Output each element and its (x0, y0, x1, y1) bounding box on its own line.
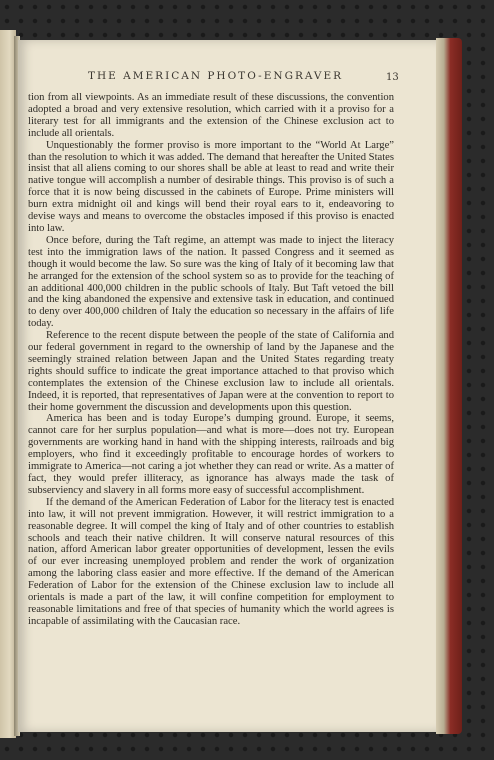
paragraph: If the demand of the American Federation of Labor for the literacy test is enacted into law, it will not prevent immigration. However, it will restrict immigration to a reasonable degree. It will compel the king of Italy and of other countries to establish schools and teach their native children. It will conserve natural resources of this nation, afford American labor greater opportunities of development, lessen the evils of our ever increasing unemployed problem and render the work of organization among the laboring class easier and more effective. If the demand of the American Federation of Labor for the extension of the Chinese exclusion law to include all orientals is made a part of the law, it will confine competition for employment to reasonable limitations and free of that species of humanity which the world agrees is incapable of assimilating with the Caucasian race. (28, 496, 394, 627)
running-head: THE AMERICAN PHOTO-ENGRAVER (88, 70, 344, 82)
paragraph: America has been and is today Europe’s dumping ground. Europe, it seems, cannot care for her surplus population—and what is more—does not try. European governments are working hand in hand with the shipping interests, railroads and big employers, who find it exceedingly profitable to encourage hordes of workers to immigrate to America—not caring a jot whether they can read or write. As a matter of fact, they would prefer illiteracy, as ignorance has always made the task of subserviency and slavery in all forms more easy of successful accomplishment. (28, 413, 394, 496)
paragraph: tion from all viewpoints. As an immediate result of these discussions, the convention adopted a broad and very extensive resolution, which carried with it a proviso for a literary test for all immigrants and the extension of the Chinese exclusion act to include all orientals. (28, 92, 394, 139)
page-number: 13 (386, 72, 399, 83)
paragraph: Reference to the recent dispute between the people of the state of California and our federal government in regard to the ownership of land by the Japanese and the seemingly strained relation between Japan and the United States regarding treaty rights should suffice to indicate the great importance attached to that proviso which contemplates the extension of the Chinese exclusion law to include all orientals. Indeed, it is reported, that representatives of Japan were at the convention to report to their home government the discussion and developments upon this question. (28, 330, 394, 413)
paragraph: Unquestionably the former proviso is more important to the “World At Large” than the resolution to which it was added. The demand that hereafter the United States insist that all aliens coming to our shores shall be able at least to read and write their native tongue will accomplish a number of desirable things. This proviso is of such a force that it is now being discussed in the cabinets of Europe. Prime ministers will burn extra midnight oil and kings will bend their royal ears to it, endeavoring to devise ways and means to overcome the obstacles imposed if this proviso is enacted into law. (28, 139, 394, 234)
paragraph: Once before, during the Taft regime, an attempt was made to inject the literacy test into the immigration laws of the nation. It passed Congress and it seemed as though it would become the law. So sure was the king of Italy of it becoming law that he arranged for the extension of the school system so as to provide for the teaching of an additional 400,000 children in the public schools of Italy. But Taft vetoed the bill and the king abandoned the expensive and extensive task in education, and continued to deny over 400,000 children of Italy the education so necessary in the affairs of life today. (28, 234, 394, 330)
body-text (28, 92, 394, 628)
page-stack-edge (436, 38, 462, 734)
